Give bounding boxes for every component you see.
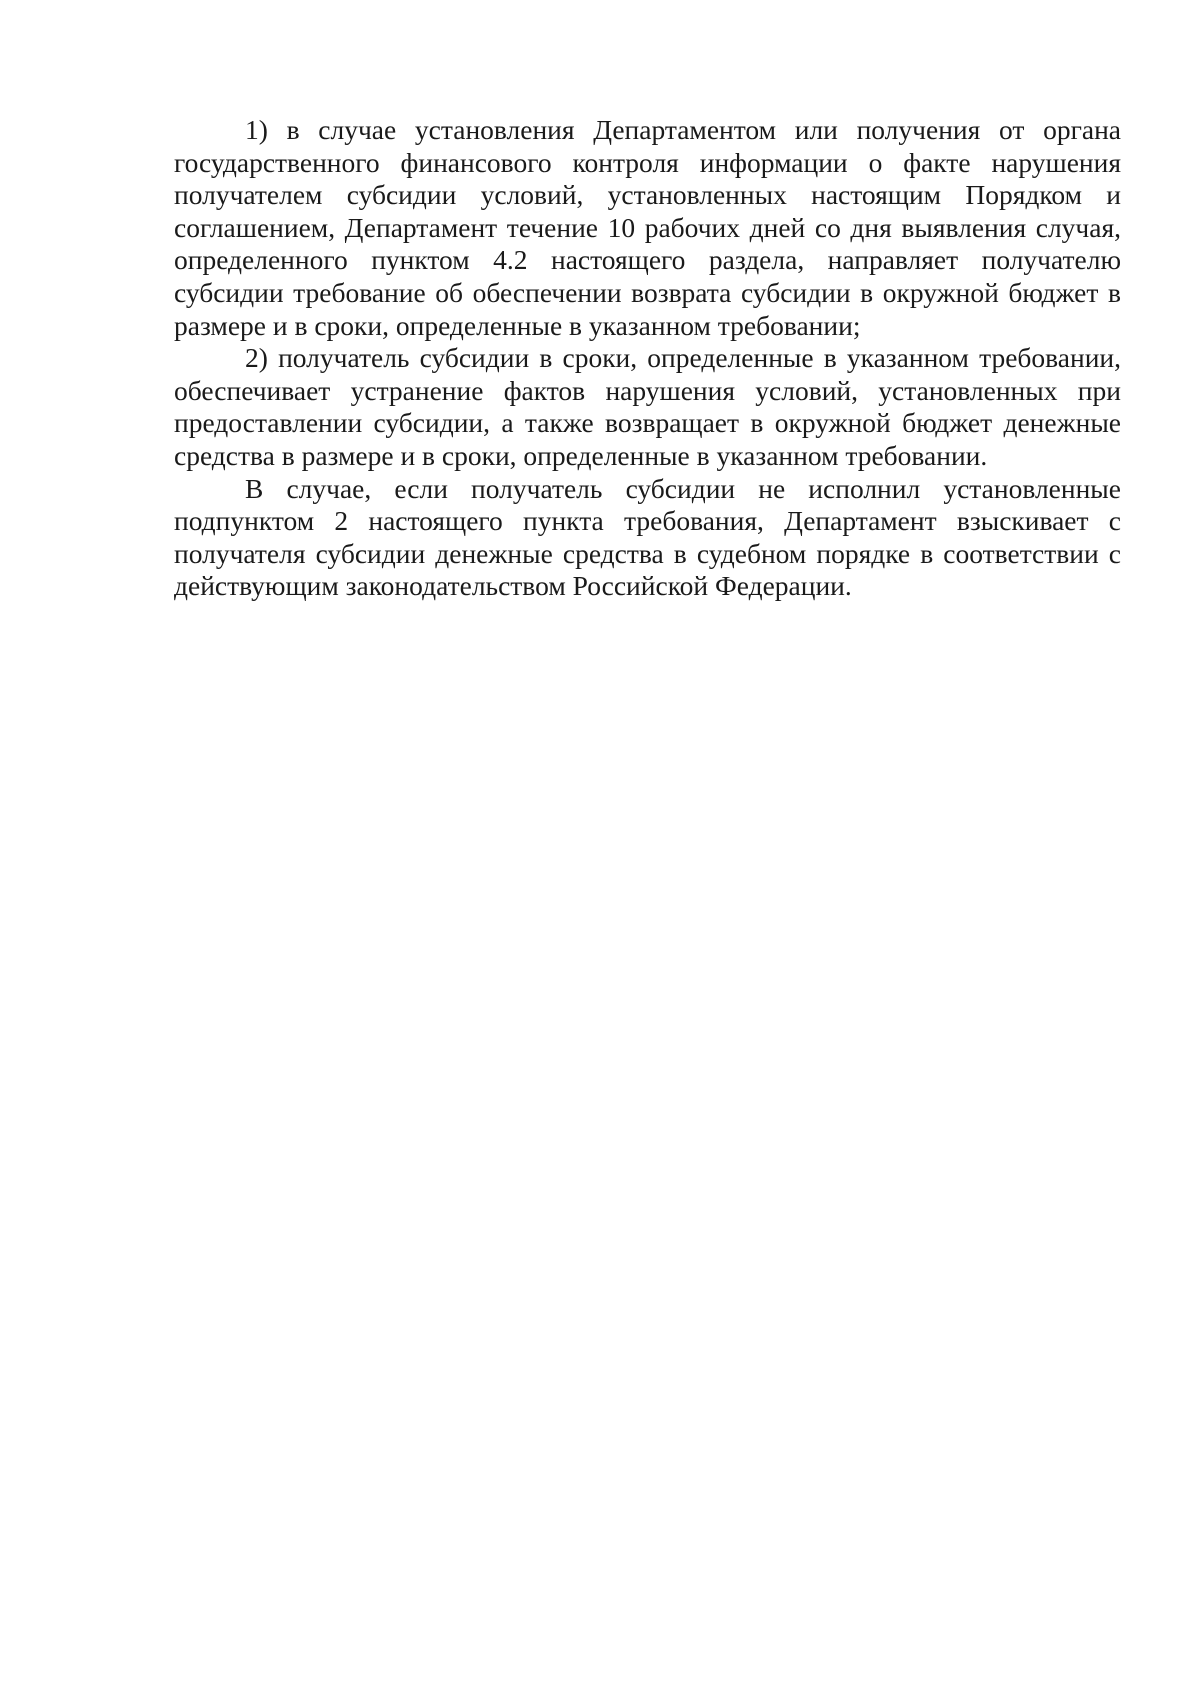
paragraph-subpoint-1: 1) в случае установления Департаментом или получения от органа государственного финансового контроля информации о факте нарушения получателем субсидии условий, установленных настоящим Порядком и соглашением, Департамент течение 10 рабочих дней со дня выявления случая, определенного пунктом 4.2 настоящего раздела, направляет получателю субсидии требование об обеспечении возврата субсидии в окружной бюджет в размере и в сроки, определенные в указанном требовании; [174, 114, 1121, 341]
paragraph-enforcement: В случае, если получатель субсидии не исполнил установленные подпунктом 2 настоящего пункта требования, Департамент взыскивает с получателя субсидии денежные средства в судебном порядке в соответствии с действующим законодательством Российской Федерации. [174, 472, 1121, 602]
document-body [174, 114, 1121, 603]
paragraph-subpoint-2: 2) получатель субсидии в сроки, определенные в указанном требовании, обеспечивает устранение фактов нарушения условий, установленных при предоставлении субсидии, а также возвращает в окружной бюджет денежные средства в размере и в сроки, определенные в указанном требовании. [174, 342, 1121, 471]
